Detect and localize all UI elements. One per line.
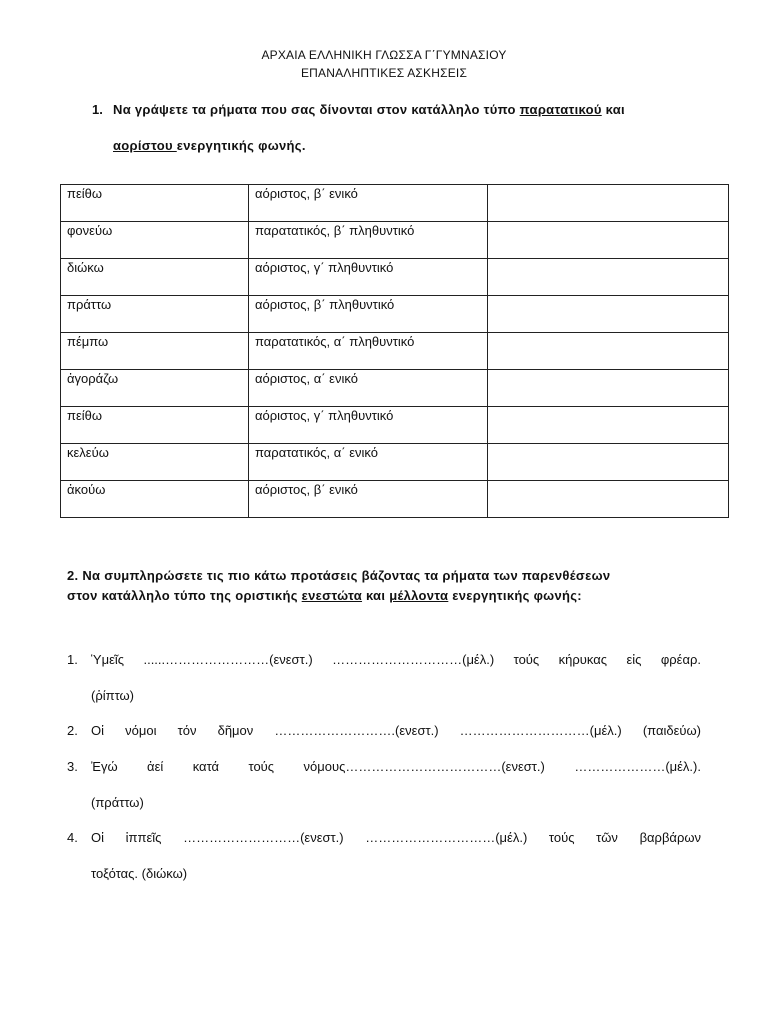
header-subtitle: ΕΠΑΝΑΛΗΠΤΙΚΕΣ ΑΣΚΗΣΕΙΣ	[300, 66, 468, 80]
verb-table	[60, 184, 729, 518]
table-row	[61, 259, 729, 296]
table-row	[61, 185, 729, 222]
instruction-text: και	[601, 102, 625, 117]
form-cell: αόριστος, α΄ ενικό	[249, 370, 488, 407]
form-cell: παρατατικός, α΄ πληθυντικό	[249, 333, 488, 370]
answer-cell[interactable]	[488, 185, 729, 222]
instruction-text: και	[362, 588, 390, 603]
verb-cell: κελεύω	[61, 444, 249, 481]
answer-cell[interactable]	[488, 296, 729, 333]
form-cell: παρατατικός, α΄ ενικό	[249, 444, 488, 481]
verb-cell: διώκω	[61, 259, 249, 296]
instruction-line2	[67, 586, 707, 606]
item-verb-hint: (πράττω)	[91, 795, 144, 810]
form-cell: αόριστος, β΄ ενικό	[249, 185, 488, 222]
exercise2-instruction	[67, 566, 707, 606]
item-number: 3.	[67, 759, 78, 774]
answer-cell[interactable]	[488, 259, 729, 296]
exercise1-instruction-line2	[113, 138, 306, 153]
underlined-term: παρατατικού	[519, 102, 602, 117]
answer-cell[interactable]	[488, 481, 729, 518]
answer-cell[interactable]	[488, 444, 729, 481]
item-number: 2.	[67, 723, 78, 738]
verb-cell: πέμπω	[61, 333, 249, 370]
header-title: ΑΡΧΑΙΑ ΕΛΛΗΝΙΚΗ ΓΛΩΣΣΑ Γ΄ΓΥΜΝΑΣΙΟΥ	[261, 48, 507, 62]
table-row	[61, 333, 729, 370]
table-row	[61, 296, 729, 333]
item-verb-hint: (ῥίπτω)	[91, 688, 135, 703]
table-row	[61, 444, 729, 481]
table-row	[61, 370, 729, 407]
form-cell: αόριστος, γ΄ πληθυντικό	[249, 407, 488, 444]
answer-cell[interactable]	[488, 222, 729, 259]
item-sentence: Οἱ νόμοι τόν δῆμον ……………………….(ενεστ.) …………………………(μέλ.) (παιδεύω)	[91, 723, 701, 738]
item-number: 4.	[67, 830, 78, 845]
table-row	[61, 407, 729, 444]
underlined-term: μέλλοντα	[389, 588, 449, 603]
answer-cell[interactable]	[488, 370, 729, 407]
item-number: 1.	[67, 652, 78, 667]
instruction-text: στον κατάλληλο τύπο της οριστικής	[67, 588, 302, 603]
item-sentence: Ἐγώ ἀεί κατά τούς νόμους………………………………(ενεστ.) …………………(μέλ.).	[91, 759, 701, 774]
form-cell: αόριστος, β΄ ενικό	[249, 481, 488, 518]
underlined-term: ενεστώτα	[301, 588, 363, 603]
answer-cell[interactable]	[488, 333, 729, 370]
item-sentence: Οἱ ἱππεῖς ………………………(ενεστ.) …………………………(μέλ.) τούς τῶν βαρβάρων	[91, 830, 701, 845]
form-cell: αόριστος, γ΄ πληθυντικό	[249, 259, 488, 296]
form-cell: παρατατικός, β΄ πληθυντικό	[249, 222, 488, 259]
table-row	[61, 222, 729, 259]
exercise1-number: 1.	[92, 102, 103, 117]
answer-cell[interactable]	[488, 407, 729, 444]
item-sentence: Ὑμεῖς ......……………………(ενεστ.) …………………………(μέλ.) τούς κήρυκας εἰς φρέαρ.	[91, 652, 701, 667]
table-row	[61, 481, 729, 518]
verb-cell: πείθω	[61, 407, 249, 444]
verb-cell: πείθω	[61, 185, 249, 222]
instruction-text: Να γράψετε τα ρήματα που σας δίνονται στον κατάλληλο τύπο	[113, 102, 520, 117]
instruction-text: 2. Να συμπληρώσετε τις πιο κάτω προτάσεις βάζοντας τα ρήματα των παρενθέσεων	[67, 568, 611, 583]
instruction-text: ενεργητικής φωνής:	[448, 588, 582, 603]
verb-cell: φονεύω	[61, 222, 249, 259]
verb-cell: ἀγοράζω	[61, 370, 249, 407]
form-cell: αόριστος, β΄ πληθυντικό	[249, 296, 488, 333]
verb-cell: πράττω	[61, 296, 249, 333]
item-verb-hint: τοξότας. (διώκω)	[91, 866, 188, 881]
underlined-term: αορίστου	[113, 138, 177, 153]
exercise1-instruction-line1	[113, 102, 625, 117]
instruction-text: ενεργητικής φωνής.	[176, 138, 306, 153]
verb-cell: ἀκούω	[61, 481, 249, 518]
